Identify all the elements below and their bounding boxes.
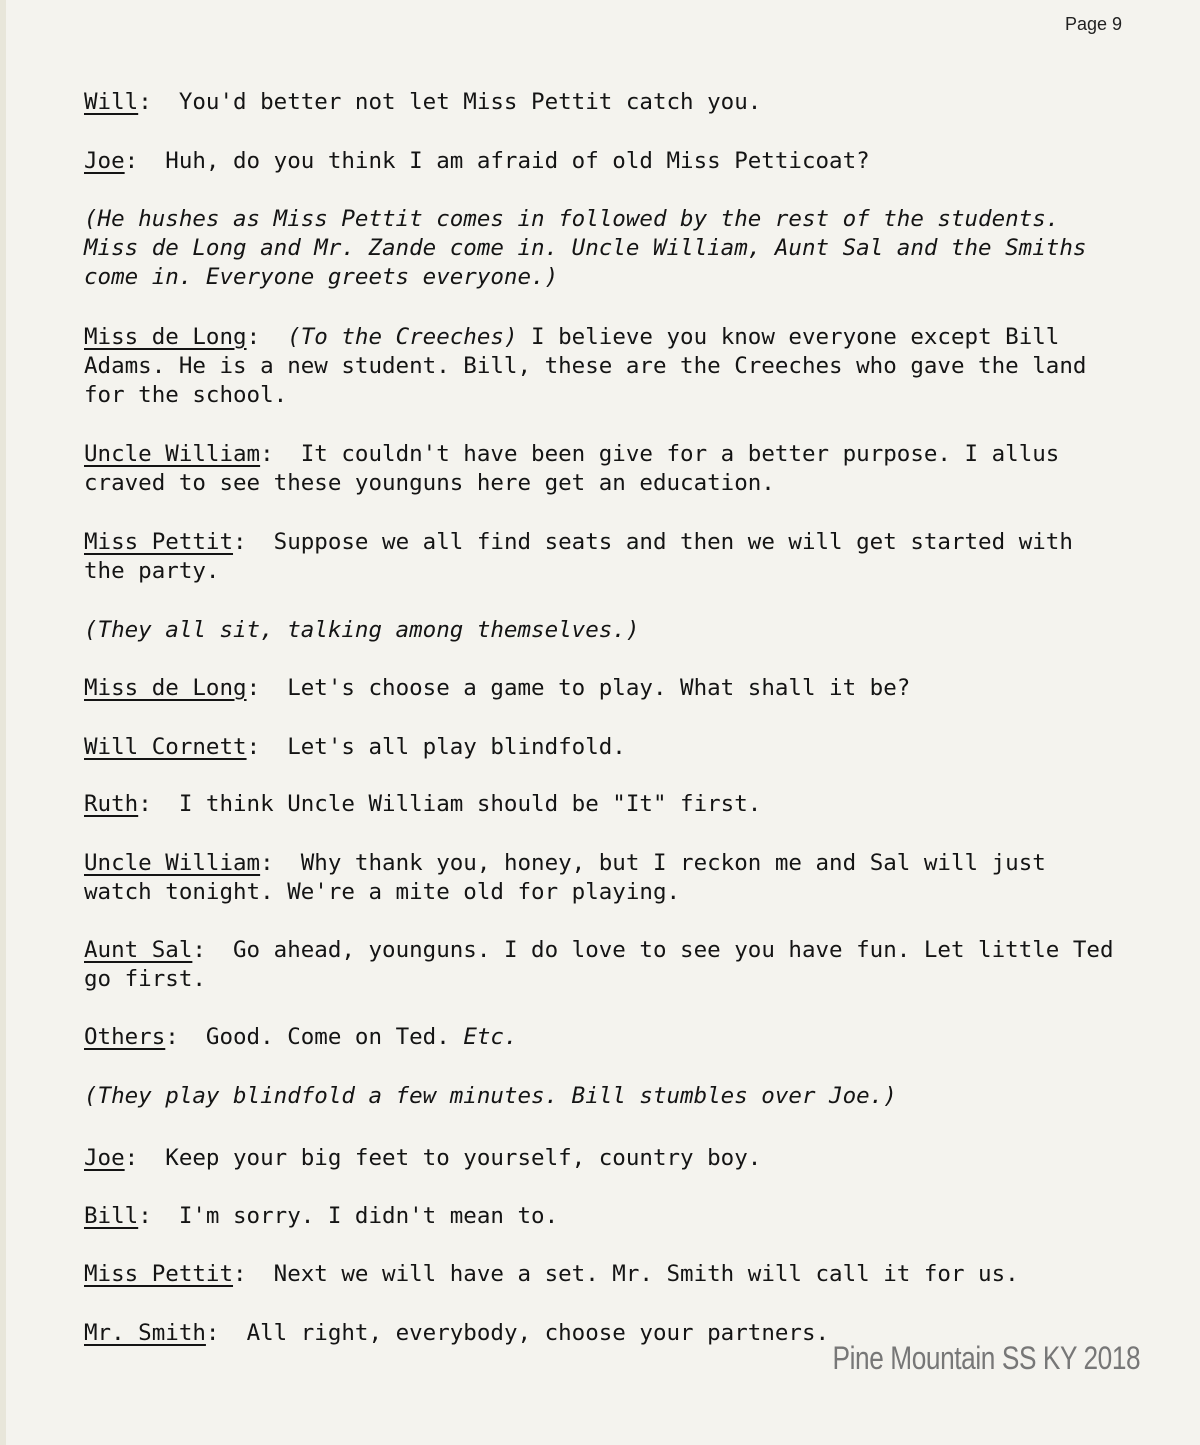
dialogue: Let's choose a game to play. What shall it be?: [287, 675, 911, 701]
stage-direction: (They play blindfold a few minutes. Bill stumbles over Joe.): [84, 1083, 897, 1109]
dialogue: Why thank you, honey, but I reckon me and Sal will just watch tonight. We're a mite old for playing.: [84, 850, 1046, 905]
speaker-name: Miss Pettit: [84, 529, 234, 555]
dialogue: Huh, do you think I am afraid of old Miss Petticoat?: [165, 148, 870, 174]
script-line: Mr. Smith: All right, everybody, choose your partners.: [84, 1320, 830, 1346]
dialogue: Next we will have a set. Mr. Smith will call it for us.: [273, 1261, 1019, 1287]
dialogue: I think Uncle William should be "It" first.: [178, 791, 762, 817]
speaker-name: Ruth: [84, 791, 139, 817]
dialogue: All right, everybody, choose your partners.: [246, 1320, 830, 1346]
script-line: Miss Pettit: Suppose we all find seats and then we will get started with the party.: [84, 529, 1073, 584]
speaker-name: Miss de Long: [84, 324, 247, 350]
speaker-name: Bill: [84, 1203, 139, 1229]
dialogue: Good. Come on Ted.: [205, 1024, 450, 1050]
dialogue: Let's all play blindfold.: [287, 734, 626, 760]
page-number: Page 9: [1064, 14, 1122, 34]
script-line: Bill: I'm sorry. I didn't mean to.: [84, 1203, 559, 1229]
dialogue: I believe you know everyone except Bill Adams. He is a new student. Bill, these are the Creeches who gave the land for the school.: [84, 324, 1087, 408]
dialogue: Suppose we all find seats and then we will get started with the party.: [84, 529, 1073, 584]
script-line: Will: You'd better not let Miss Pettit catch you.: [84, 89, 762, 115]
script-line: Miss Pettit: Next we will have a set. Mr. Smith will call it for us.: [84, 1261, 1019, 1287]
script-line: Joe: Keep your big feet to yourself, country boy.: [84, 1145, 762, 1171]
speaker-name: Mr. Smith: [84, 1320, 206, 1346]
inline-direction: Etc.: [463, 1024, 518, 1050]
script-line: Uncle William: It couldn't have been give for a better purpose. I allus craved to see these younguns here get an education.: [84, 441, 1060, 496]
stage-direction: (They all sit, talking among themselves.): [84, 617, 640, 643]
dialogue: You'd better not let Miss Pettit catch you.: [178, 89, 762, 115]
speaker-name: Joe: [84, 148, 125, 174]
speaker-name: Others: [84, 1024, 166, 1050]
script-line: Aunt Sal: Go ahead, younguns. I do love to see you have fun. Let little Ted go first.: [84, 937, 1114, 992]
script-line: Miss de Long: Let's choose a game to play. What shall it be?: [84, 675, 911, 701]
dialogue: I'm sorry. I didn't mean to.: [178, 1203, 559, 1229]
inline-direction: (To the Creeches): [287, 324, 518, 350]
speaker-name: Joe: [84, 1145, 125, 1171]
speaker-name: Uncle William: [84, 850, 261, 876]
script-line: Miss de Long: (To the Creeches) I believe you know everyone except Bill Adams. He is a new student. Bill, these are the Creeches who gave the land for the school.: [84, 324, 1087, 408]
speaker-name: Uncle William: [84, 441, 261, 467]
dialogue: Go ahead, younguns. I do love to see you have fun. Let little Ted go first.: [84, 937, 1114, 992]
speaker-name: Miss Pettit: [84, 1261, 234, 1287]
page-edge: [0, 0, 6, 1445]
speaker-name: Aunt Sal: [84, 937, 193, 963]
script-line: Will Cornett: Let's all play blindfold.: [84, 734, 626, 760]
script-line: Others: Good. Come on Ted. Etc.: [84, 1024, 518, 1050]
watermark: Pine Mountain SS KY 2018: [832, 1340, 1140, 1376]
speaker-name: Will: [84, 89, 139, 115]
script-line: Ruth: I think Uncle William should be "It" first.: [84, 791, 762, 817]
speaker-name: Miss de Long: [84, 675, 247, 701]
script-line: Joe: Huh, do you think I am afraid of old Miss Petticoat?: [84, 148, 870, 174]
script-line: Uncle William: Why thank you, honey, but I reckon me and Sal will just watch tonight. We're a mite old for playing.: [84, 850, 1046, 905]
speaker-name: Will Cornett: [84, 734, 247, 760]
stage-direction: (He hushes as Miss Pettit comes in followed by the rest of the students. Miss de Long and Mr. Zande come in. Uncle William, Aunt Sal and the Smiths come in. Everyone greets everyone.): [84, 206, 1087, 290]
dialogue: Keep your big feet to yourself, country boy.: [165, 1145, 762, 1171]
dialogue: It couldn't have been give for a better purpose. I allus craved to see these younguns here get an education.: [84, 441, 1060, 496]
